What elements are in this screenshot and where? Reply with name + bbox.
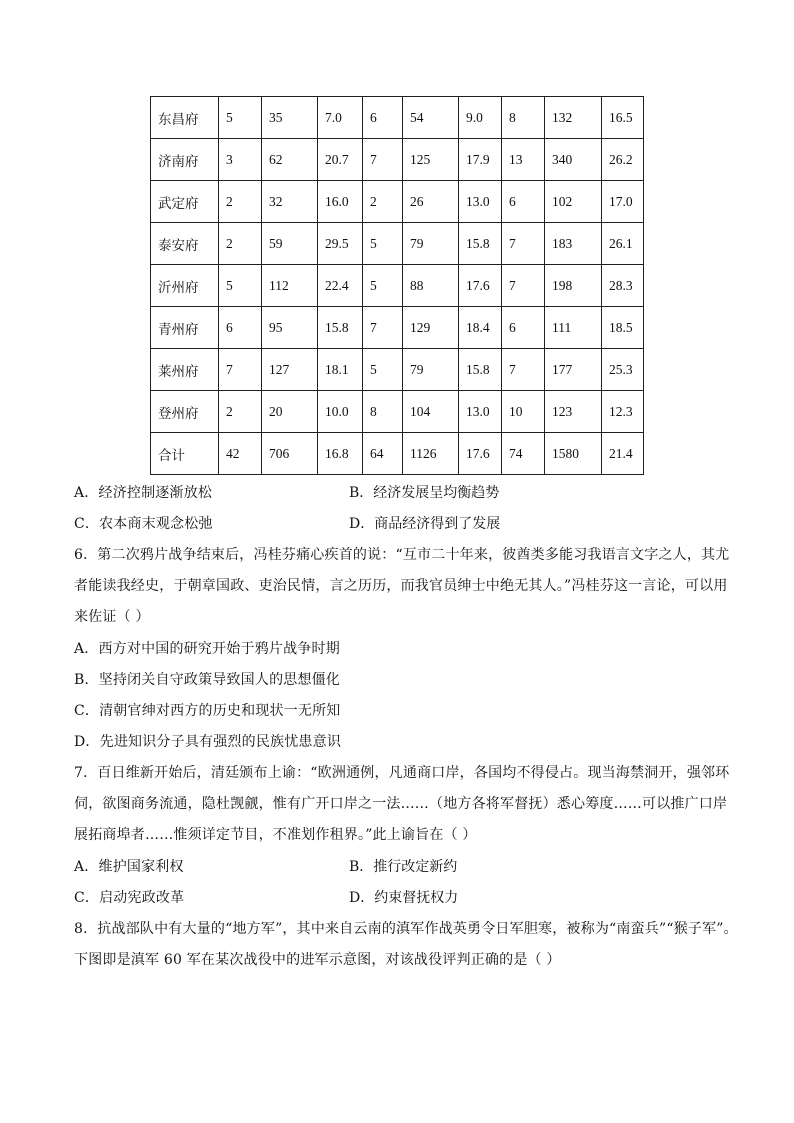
q6-stem-line-3: 来佐证（ ） <box>74 609 150 625</box>
table-row <box>151 433 644 475</box>
q7-option-c: C．启动宪政改革 <box>74 890 185 906</box>
table-cell: 20 <box>262 391 318 433</box>
table-cell-prefecture: 武定府 <box>151 181 219 223</box>
table-cell: 74 <box>502 433 545 475</box>
table-cell: 15.8 <box>459 223 502 265</box>
statistics-table <box>150 96 644 475</box>
table-cell: 64 <box>363 433 403 475</box>
q7-option-a: A．维护国家利权 <box>74 859 184 875</box>
table-cell: 26.1 <box>602 223 644 265</box>
table-cell: 59 <box>262 223 318 265</box>
table-cell: 35 <box>262 97 318 139</box>
table-cell: 26.2 <box>602 139 644 181</box>
table-cell: 132 <box>545 97 602 139</box>
table-cell: 112 <box>262 265 318 307</box>
q7-stem-line-3: 展拓商埠者……惟须详定节目，不准划作租界。”此上谕旨在（ ） <box>74 827 477 843</box>
table-cell: 54 <box>403 97 459 139</box>
table-cell: 16.8 <box>318 433 363 475</box>
table-row <box>151 349 644 391</box>
table-cell: 2 <box>219 391 262 433</box>
table-cell: 7 <box>502 349 545 391</box>
table-cell: 20.7 <box>318 139 363 181</box>
table-cell: 21.4 <box>602 433 644 475</box>
table-cell: 706 <box>262 433 318 475</box>
table-cell: 5 <box>363 223 403 265</box>
table-cell: 22.4 <box>318 265 363 307</box>
q7-option-b: B．推行改定新约 <box>349 859 458 875</box>
table-cell: 6 <box>502 181 545 223</box>
table-cell: 13.0 <box>459 181 502 223</box>
table-row <box>151 391 644 433</box>
table-cell: 127 <box>262 349 318 391</box>
q5-option-b: B．经济发展呈均衡趋势 <box>349 485 500 501</box>
table-row <box>151 307 644 349</box>
table-row <box>151 265 644 307</box>
table-cell-prefecture: 登州府 <box>151 391 219 433</box>
table-cell: 3 <box>219 139 262 181</box>
table-cell: 8 <box>363 391 403 433</box>
q5-option-a: A．经济控制逐渐放松 <box>74 485 213 501</box>
table-cell: 29.5 <box>318 223 363 265</box>
q5-option-c: C．农本商末观念松弛 <box>74 516 213 532</box>
table-cell: 5 <box>363 265 403 307</box>
table-cell-prefecture: 莱州府 <box>151 349 219 391</box>
table-cell: 198 <box>545 265 602 307</box>
table-cell: 18.1 <box>318 349 363 391</box>
table-cell: 2 <box>219 223 262 265</box>
table-cell: 123 <box>545 391 602 433</box>
table-cell: 95 <box>262 307 318 349</box>
table-cell: 125 <box>403 139 459 181</box>
table-cell: 2 <box>219 181 262 223</box>
table-row <box>151 181 644 223</box>
table-body <box>151 97 644 475</box>
q6-option-c: C．清朝官绅对西方的历史和现状一无所知 <box>74 703 341 719</box>
table-cell: 104 <box>403 391 459 433</box>
q8-stem-line-1: 8．抗战部队中有大量的“地方军”，其中来自云南的滇军作战英勇令日军胆寒，被称为“南蛮兵”“猴子军”。 <box>74 921 738 937</box>
table-cell: 1580 <box>545 433 602 475</box>
q7-option-d: D．约束督抚权力 <box>349 890 459 906</box>
table-cell: 6 <box>363 97 403 139</box>
table-cell: 7 <box>363 307 403 349</box>
table-cell: 12.3 <box>602 391 644 433</box>
table-cell: 16.0 <box>318 181 363 223</box>
table-cell: 129 <box>403 307 459 349</box>
q8-stem-line-2: 下图即是滇军 60 军在某次战役中的进军示意图，对该战役评判正确的是（ ） <box>74 952 561 968</box>
q6-option-b: B．坚持闭关自守政策导致国人的思想僵化 <box>74 672 341 688</box>
table-cell-prefecture: 青州府 <box>151 307 219 349</box>
table-cell: 177 <box>545 349 602 391</box>
q5-option-d: D．商品经济得到了发展 <box>349 516 501 532</box>
table-cell: 7.0 <box>318 97 363 139</box>
table-cell: 8 <box>502 97 545 139</box>
table-cell: 2 <box>363 181 403 223</box>
table-cell: 13 <box>502 139 545 181</box>
table-cell: 5 <box>219 97 262 139</box>
table-cell-prefecture: 东昌府 <box>151 97 219 139</box>
table-cell: 17.6 <box>459 265 502 307</box>
table-cell: 6 <box>219 307 262 349</box>
table-cell: 183 <box>545 223 602 265</box>
table-cell: 6 <box>502 307 545 349</box>
table-cell: 42 <box>219 433 262 475</box>
table-cell: 18.5 <box>602 307 644 349</box>
table-cell-prefecture: 沂州府 <box>151 265 219 307</box>
table-cell: 7 <box>219 349 262 391</box>
table-cell: 17.9 <box>459 139 502 181</box>
table-cell: 62 <box>262 139 318 181</box>
table-cell: 17.6 <box>459 433 502 475</box>
table-row <box>151 139 644 181</box>
table-cell: 7 <box>502 265 545 307</box>
q6-stem-line-1: 6．第二次鸦片战争结束后，冯桂芬痛心疾首的说：“互市二十年来，彼酋类多能习我语言文字之人，其尤 <box>74 547 730 563</box>
table-cell: 10 <box>502 391 545 433</box>
table-row <box>151 223 644 265</box>
table-cell-prefecture: 济南府 <box>151 139 219 181</box>
table-cell: 102 <box>545 181 602 223</box>
table-cell: 32 <box>262 181 318 223</box>
table-cell-prefecture: 泰安府 <box>151 223 219 265</box>
table-row <box>151 97 644 139</box>
table-cell: 5 <box>363 349 403 391</box>
table-cell-prefecture: 合计 <box>151 433 219 475</box>
table-cell: 15.8 <box>459 349 502 391</box>
q7-stem-line-2: 伺，欲图商务流通，隐杜觊觎，惟有广开口岸之一法……（地方各将军督抚）悉心筹度……可以推广口岸 <box>74 796 728 812</box>
table-cell: 16.5 <box>602 97 644 139</box>
table-cell: 7 <box>502 223 545 265</box>
table-cell: 79 <box>403 349 459 391</box>
q6-option-a: A．西方对中国的研究开始于鸦片战争时期 <box>74 641 340 657</box>
table-cell: 18.4 <box>459 307 502 349</box>
table-cell: 26 <box>403 181 459 223</box>
table-cell: 15.8 <box>318 307 363 349</box>
table-cell: 17.0 <box>602 181 644 223</box>
table-cell: 340 <box>545 139 602 181</box>
q6-stem-line-2: 者能读我经史，于朝章国政、吏治民情，言之历历，而我官员绅士中绝无其人。”冯桂芬这一言论，可以用 <box>74 578 728 594</box>
table-cell: 111 <box>545 307 602 349</box>
q7-stem-line-1: 7．百日维新开始后，清廷颁布上谕：“欧洲通例，凡通商口岸，各国均不得侵占。现当海禁洞开，强邻环 <box>74 765 730 781</box>
table-cell: 88 <box>403 265 459 307</box>
table-cell: 7 <box>363 139 403 181</box>
table-cell: 9.0 <box>459 97 502 139</box>
table-cell: 28.3 <box>602 265 644 307</box>
q6-option-d: D．先进知识分子具有强烈的民族忧患意识 <box>74 734 342 750</box>
table-cell: 79 <box>403 223 459 265</box>
table-cell: 1126 <box>403 433 459 475</box>
table-cell: 10.0 <box>318 391 363 433</box>
table-cell: 13.0 <box>459 391 502 433</box>
table-cell: 25.3 <box>602 349 644 391</box>
table-cell: 5 <box>219 265 262 307</box>
